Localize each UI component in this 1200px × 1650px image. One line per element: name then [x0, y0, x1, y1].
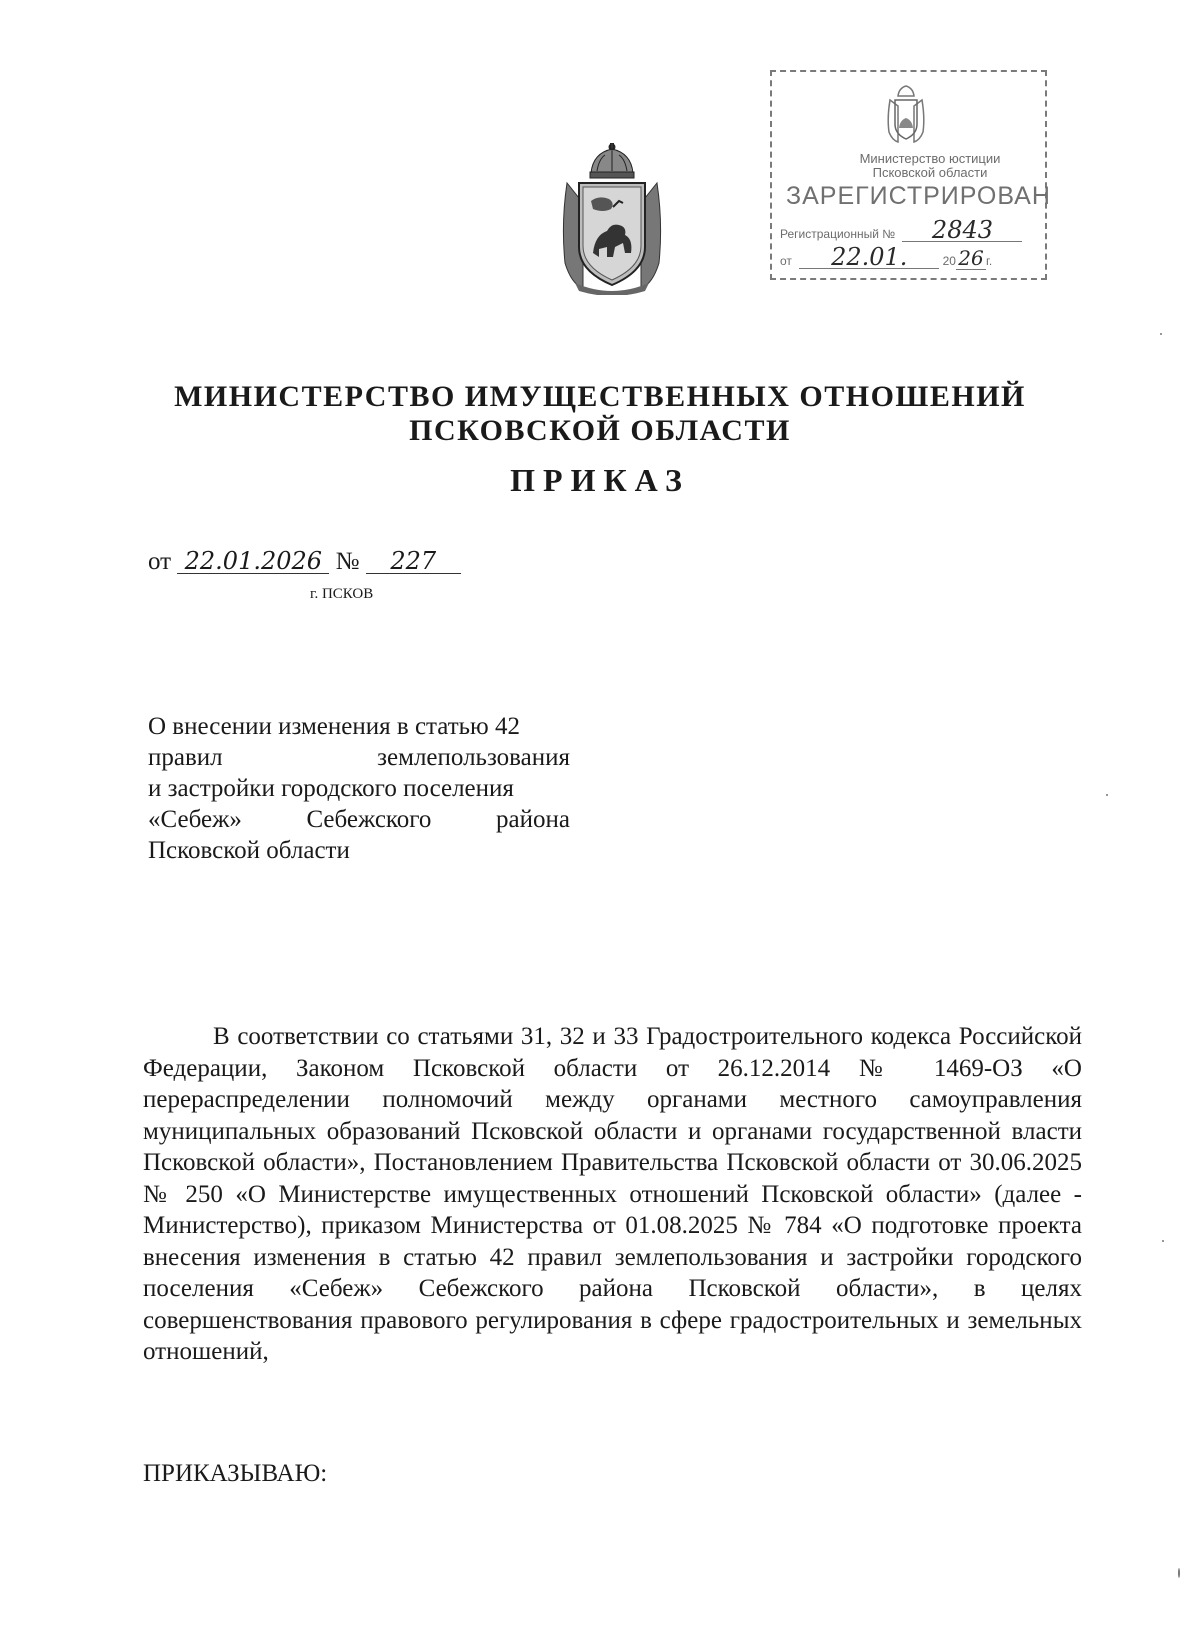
- subject-line-4: «Себеж» Себежского района: [148, 806, 570, 833]
- scan-speck: [1162, 1240, 1164, 1242]
- subject-line-3: и застройки городского поселения: [148, 775, 514, 802]
- stamp-registration-number: Регистрационный № 2843: [780, 219, 1042, 242]
- stamp-date-value: 22.01.: [799, 246, 939, 269]
- stamp-registration-date: от 22.01. 20 26 г.: [780, 243, 993, 271]
- order-date-value: 22.01.2026: [177, 549, 329, 574]
- ministry-name-line1: МИНИСТЕРСТВО ИМУЩЕСТВЕННЫХ ОТНОШЕНИЙ: [174, 380, 1026, 413]
- subject-line-5: Псковской области: [148, 837, 350, 864]
- order-directive-word: ПРИКАЗЫВАЮ:: [143, 1460, 328, 1487]
- body-paragraph: В соответствии со статьями 31, 32 и 33 Градостроительного кодекса Российской Федерации, Законом Псковской области от 26.12.2014 № 1469-ОЗ «О перераспределении полномочий между органами местного самоуправления муниципальных образований Псковской области и органами государственной власти Псковской области», Постановлением Правительства Псковской области от 30.06.2025 № 250 «О Министерстве имущественных отношений Псковской области» (далее - Министерство), приказом Министерства от 01.08.2025 № 784 «О подготовке проекта внесения изменения в статью 42 правил землепользования и застройки городского поселения «Себеж» Себежского района Псковской области», в целях совершенствования правового регулирования в сфере градостроительных и земельных отношений,: [143, 1023, 1082, 1365]
- registration-stamp: [770, 70, 1051, 280]
- document-type-title: ПРИКАЗ: [510, 462, 690, 498]
- ministry-name-line2: ПСКОВСКОЙ ОБЛАСТИ: [409, 414, 791, 447]
- subject-line-1: О внесении изменения в статью 42: [148, 713, 520, 740]
- subject-line-2: правил землепользования: [148, 744, 570, 771]
- order-date-number-line: от 22.01.2026 № 227: [148, 548, 461, 576]
- scan-speck: [1160, 333, 1162, 335]
- scan-speck: [1178, 1568, 1180, 1578]
- stamp-year-value: 26: [956, 247, 986, 270]
- order-number-value: 227: [366, 549, 461, 574]
- scan-speck: [1106, 794, 1108, 796]
- stamp-registration-number-value: 2843: [902, 219, 1022, 242]
- stamp-ministry-name: Министерство юстиции Псковской области: [859, 151, 1001, 180]
- stamp-registered-label: ЗАРЕГИСТРИРОВАН: [786, 182, 1051, 210]
- order-city: г. ПСКОВ: [310, 586, 374, 602]
- coat-of-arms-emblem: [553, 143, 671, 295]
- stamp-coat-of-arms-emblem: [884, 84, 928, 144]
